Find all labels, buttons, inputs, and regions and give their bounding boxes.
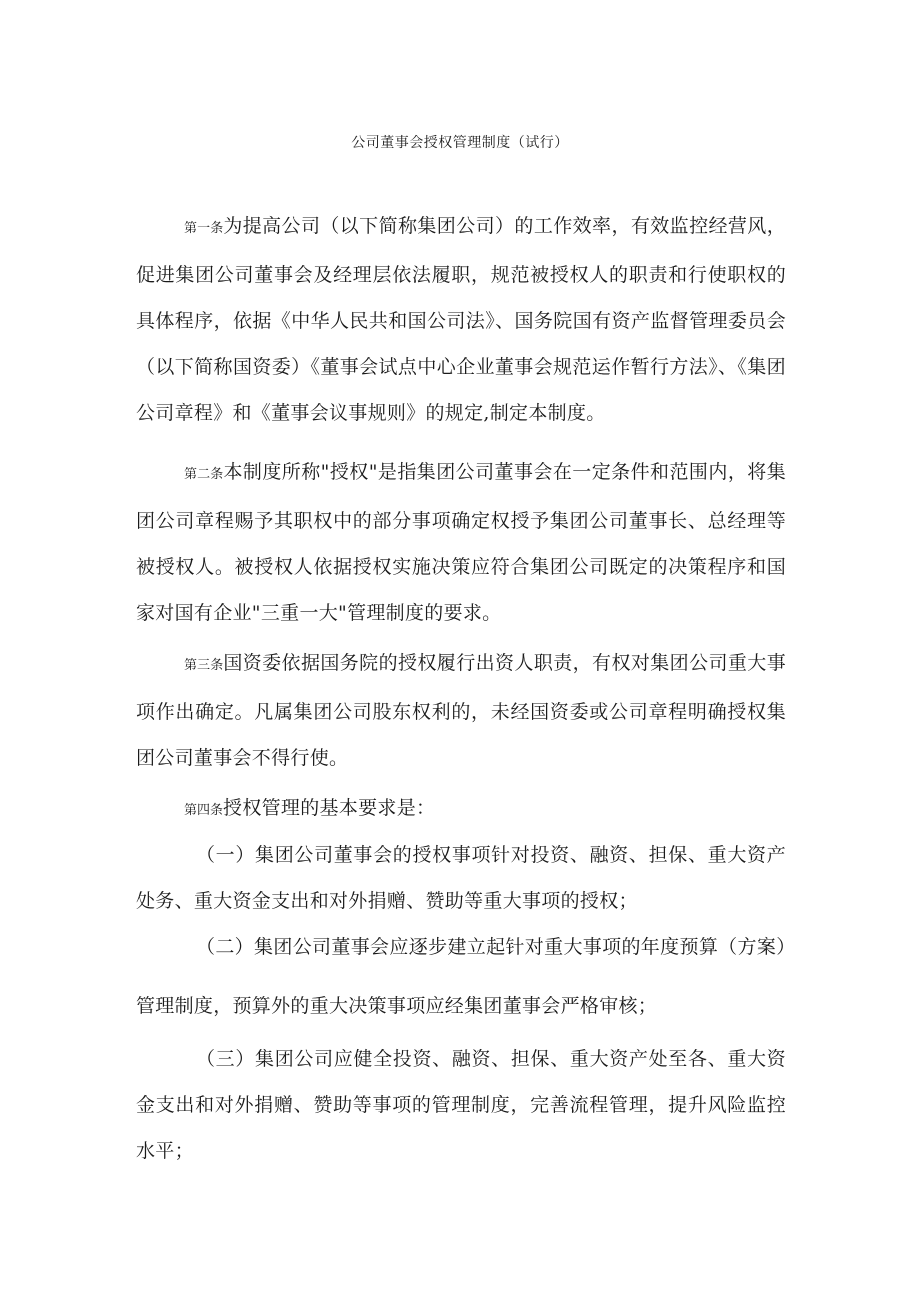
article-3-text: 国资委依据国务院的授权履行出资人职责，有权对集团公司重大事项作出确定。凡属集团公司股东权利的，未经国资委或公司章程明确授权集团公司董事会不得行使。 [136, 652, 786, 769]
list-item-3: （三）集团公司应健全投资、融资、担保、重大资产处至各、重大资金支出和对外捐赠、赞助等事项的管理制度，完善流程管理，提升风险监控水平； [136, 1048, 786, 1162]
article-1-text: 为提高公司（以下简称集团公司）的工作效率，有效监控经营风，促进集团公司董事会及经理层依法履职，规范被授权人的职责和行使职权的具体程序，依据《中华人民共和国公司法》、国务院国有资产监督管理委员会（以下简称国资委）《董事会试点中心企业董事会规范运作暂行方法》、《集团公司章程》和《董事会议事规则》的规定,制定本制度。 [136, 215, 786, 424]
article-4 [136, 785, 786, 834]
list-item-2: （二）集团公司董事会应逐步建立起针对重大事项的年度预算（方案）管理制度，预算外的重大决策事项应经集团董事会严格审核； [136, 936, 786, 1017]
article-3 [136, 640, 786, 781]
article-2 [136, 449, 786, 636]
article-4-text: 授权管理的基本要求是： [223, 797, 436, 819]
article-2-text: 本制度所称"授权"是指集团公司董事会在一定条件和范围内，将集团公司章程赐予其职权中的部分事项确定权授予集团公司董事长、总经理等被授权人。被授权人依据授权实施决策应符合集团公司既定的决策程序和国家对国有企业"三重一大"管理制度的要求。 [136, 461, 786, 624]
article-2-label: 第二条 [184, 467, 224, 482]
article-3-label: 第三条 [184, 658, 224, 673]
article-1-label: 第一条 [184, 221, 224, 236]
article-4-label: 第四条 [184, 803, 224, 818]
article-1 [136, 203, 786, 436]
list-item-1: （一）集团公司董事会的授权事项针对投资、融资、担保、重大资产处务、重大资金支出和对外捐赠、赞助等重大事项的授权； [136, 844, 786, 912]
document-title: 公司董事会授权管理制度（试行） [351, 135, 569, 151]
